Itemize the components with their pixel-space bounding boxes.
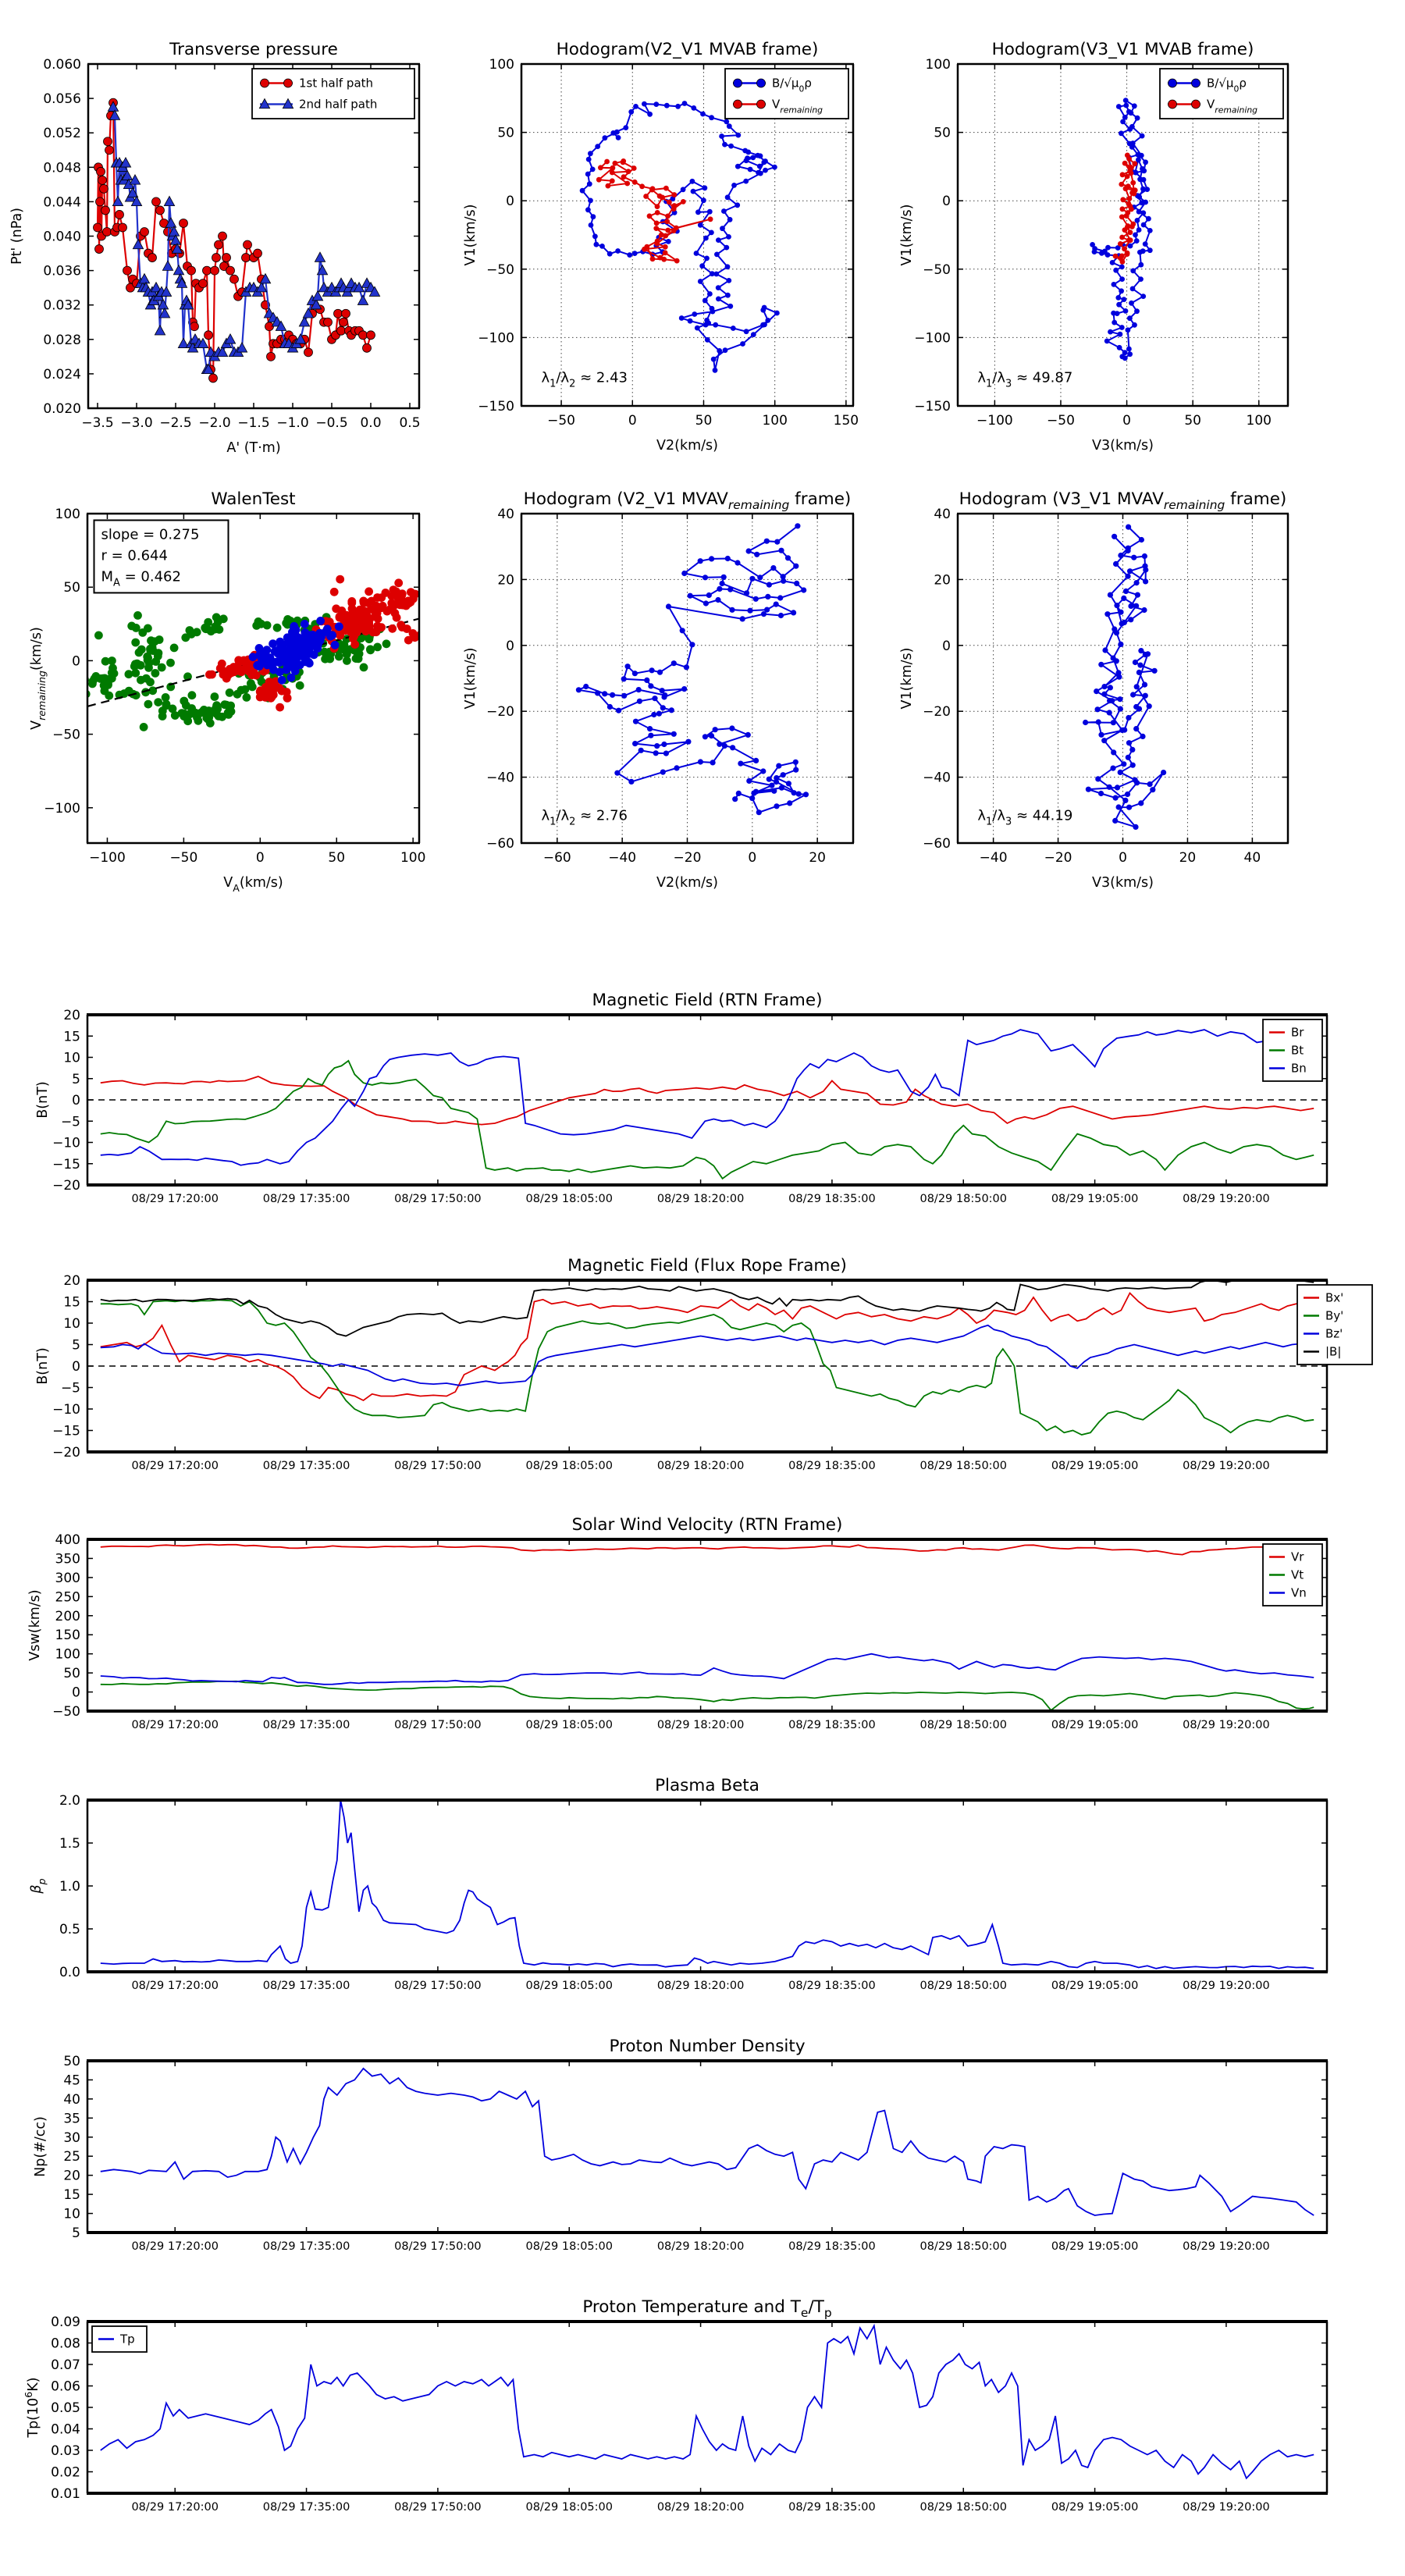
triangle-marker: [173, 265, 183, 275]
svg-text:0.024: 0.024: [43, 366, 81, 382]
svg-text:0.05: 0.05: [51, 2400, 80, 2416]
series-layer: [101, 1280, 1314, 1435]
panel-vsw-rtn: [27, 1515, 1328, 1731]
panel-b-fluxrope: [35, 1256, 1372, 1472]
svg-text:Vremaining: $V_{remaining}$: [772, 97, 823, 116]
svg-text:100: 100: [55, 1646, 80, 1663]
svg-text:−60: −60: [542, 850, 571, 866]
series-Vn: [101, 1654, 1314, 1685]
panel-title: Hodogram(V2_V1 MVAB frame): [556, 40, 819, 59]
svg-text:0.01: 0.01: [51, 2486, 80, 2502]
panel-hodogram-v2v1-mvab: [463, 40, 859, 454]
svg-text:50: 50: [934, 125, 951, 141]
svg-text:08/29 18:50:00: 08/29 18:50:00: [919, 1980, 1008, 1992]
svg-text:45: 45: [63, 2073, 80, 2089]
svg-text:08/29 17:50:00: 08/29 17:50:00: [394, 2501, 482, 2514]
svg-text:50: 50: [695, 413, 713, 429]
svg-text:Bx': Bx': [1325, 1290, 1344, 1305]
svg-text:08/29 18:50:00: 08/29 18:50:00: [919, 2501, 1008, 2514]
svg-text:08/29 18:05:00: 08/29 18:05:00: [525, 1719, 614, 1731]
svg-text:MA = 0.462: $M_A = 0.462$: [101, 568, 181, 589]
svg-text:08/29 17:50:00: 08/29 17:50:00: [394, 2240, 482, 2253]
svg-text:−100: −100: [914, 330, 951, 347]
svg-text:−100: −100: [44, 800, 80, 817]
svg-text:300: 300: [55, 1570, 80, 1586]
series-layer: [576, 523, 809, 815]
x-axis-label: A' (T·m): [226, 440, 281, 456]
svg-text:Br: Br: [1291, 1025, 1304, 1040]
legend: [252, 69, 414, 119]
svg-text:−100: −100: [976, 413, 1013, 429]
svg-text:−20: −20: [923, 704, 951, 720]
svg-text:0.040: 0.040: [43, 229, 81, 245]
x-axis-label: V2(km/s): [656, 438, 718, 454]
svg-text:0: 0: [506, 194, 514, 210]
series-Bn: [101, 1030, 1314, 1165]
svg-text:5: 5: [72, 1337, 80, 1354]
svg-text:0: 0: [628, 413, 637, 429]
series-layer: [101, 2069, 1314, 2215]
svg-text:50: 50: [497, 125, 514, 141]
svg-text:08/29 19:20:00: 08/29 19:20:00: [1183, 1193, 1270, 1205]
svg-text:1.0: 1.0: [59, 1879, 80, 1895]
svg-text:08/29 18:05:00: 08/29 18:05:00: [525, 1193, 614, 1205]
series-By': [101, 1300, 1314, 1435]
y-axis-label: Np(#/cc): [33, 2116, 48, 2177]
svg-text:350: 350: [55, 1551, 80, 1567]
svg-text:−20: −20: [486, 704, 514, 720]
svg-text:100: 100: [762, 413, 788, 429]
svg-text:08/29 17:50:00: 08/29 17:50:00: [394, 1193, 482, 1205]
svg-text:0.020: 0.020: [43, 401, 81, 417]
series-Tp: [101, 2326, 1314, 2478]
svg-text:08/29 17:35:00: 08/29 17:35:00: [262, 2240, 350, 2253]
svg-text:−50: −50: [52, 727, 80, 743]
svg-text:0.056: 0.056: [43, 91, 81, 108]
svg-text:40: 40: [497, 507, 514, 522]
series-beta: [101, 1800, 1314, 1969]
svg-text:−50: −50: [923, 262, 951, 278]
panel-hodogram-v2v1-mvav: [463, 489, 854, 891]
svg-text:0.5: 0.5: [59, 1922, 80, 1937]
svg-text:−5: −5: [60, 1380, 80, 1397]
svg-text:08/29 17:20:00: 08/29 17:20:00: [131, 1193, 219, 1205]
svg-text:−40: −40: [923, 770, 951, 786]
svg-text:100: 100: [925, 57, 951, 73]
svg-text:0: 0: [72, 1359, 80, 1375]
svg-text:08/29 19:05:00: 08/29 19:05:00: [1051, 1719, 1139, 1731]
svg-text:08/29 19:05:00: 08/29 19:05:00: [1051, 2501, 1139, 2514]
svg-text:08/29 17:20:00: 08/29 17:20:00: [131, 1719, 219, 1731]
svg-text:−0.5: −0.5: [315, 415, 348, 431]
y-axis-label: Vsw(km/s): [27, 1589, 43, 1661]
panel-title: WalenTest: [211, 489, 296, 509]
series-layer: [101, 1030, 1314, 1179]
svg-text:0: 0: [72, 1685, 80, 1701]
svg-text:08/29 18:20:00: 08/29 18:20:00: [656, 1719, 745, 1731]
svg-text:−10: −10: [52, 1402, 80, 1418]
svg-text:−40: −40: [979, 850, 1008, 866]
y-axis-label: $\beta_p$: [29, 1878, 48, 1894]
panel-title: Plasma Beta: [655, 1776, 759, 1795]
svg-text:Bz': Bz': [1325, 1326, 1343, 1341]
annotation: $\lambda_1/\lambda_3 \approx 44.19$: [977, 807, 1073, 828]
y-axis-label: V1(km/s): [899, 647, 915, 710]
series-V: [1086, 527, 1164, 827]
svg-text:−50: −50: [486, 262, 514, 278]
series-Vt: [101, 1681, 1314, 1710]
svg-text:10: 10: [63, 1050, 80, 1066]
svg-text:2nd half path: 2nd half path: [299, 97, 378, 112]
panel-walen-test: [29, 489, 425, 894]
svg-text:r = 0.644: r = 0.644: [101, 547, 168, 564]
panel-transverse-pressure: [9, 40, 421, 456]
svg-text:−20: −20: [52, 1178, 80, 1194]
triangle-marker: [299, 317, 309, 326]
panel-proton-temperature: [23, 2297, 1328, 2514]
svg-text:0.060: 0.060: [43, 57, 81, 73]
svg-text:B/√μ0ρ: $B/√\mu_0\rho$: [772, 76, 812, 94]
legend: [1297, 1285, 1372, 1364]
svg-text:400: 400: [55, 1532, 80, 1548]
svg-text:20: 20: [63, 2168, 80, 2184]
series-Bt: [101, 1061, 1314, 1179]
svg-text:08/29 19:20:00: 08/29 19:20:00: [1183, 1980, 1270, 1992]
svg-text:08/29 18:35:00: 08/29 18:35:00: [788, 1460, 876, 1472]
svg-text:20: 20: [809, 850, 826, 866]
panel-title: Solar Wind Velocity (RTN Frame): [571, 1515, 843, 1535]
svg-text:−1.5: −1.5: [237, 415, 270, 431]
svg-text:−20: −20: [1044, 850, 1072, 866]
svg-text:−15: −15: [52, 1156, 80, 1172]
svg-text:−50: −50: [52, 1704, 80, 1720]
svg-text:0.03: 0.03: [51, 2443, 80, 2459]
svg-text:0: 0: [72, 1093, 80, 1108]
svg-text:30: 30: [63, 2129, 80, 2146]
panel-title: Magnetic Field (Flux Rope Frame): [567, 1256, 847, 1276]
svg-text:5: 5: [72, 1071, 80, 1087]
svg-text:15: 15: [63, 1029, 80, 1045]
svg-text:0.048: 0.048: [43, 160, 81, 176]
svg-text:08/29 17:20:00: 08/29 17:20:00: [131, 2240, 219, 2253]
svg-text:−10: −10: [52, 1135, 80, 1151]
svg-text:08/29 18:05:00: 08/29 18:05:00: [525, 2501, 614, 2514]
svg-text:08/29 19:05:00: 08/29 19:05:00: [1051, 1460, 1139, 1472]
panel-title: Proton Number Density: [609, 2037, 806, 2056]
svg-text:−20: −20: [52, 1445, 80, 1461]
y-axis-label: B(nT): [35, 1081, 51, 1119]
svg-text:Vt: Vt: [1291, 1567, 1304, 1582]
svg-text:08/29 19:20:00: 08/29 19:20:00: [1183, 2501, 1270, 2514]
svg-text:0: 0: [1122, 413, 1131, 429]
svg-text:40: 40: [934, 507, 951, 522]
svg-text:08/29 18:05:00: 08/29 18:05:00: [525, 2240, 614, 2253]
series-layer: [1083, 525, 1166, 831]
svg-text:0: 0: [506, 638, 514, 654]
series-Bz': [101, 1325, 1314, 1386]
svg-text:150: 150: [833, 413, 859, 429]
svg-text:08/29 18:20:00: 08/29 18:20:00: [656, 2240, 745, 2253]
svg-text:20: 20: [934, 572, 951, 589]
panel-proton-density: [33, 2037, 1328, 2253]
y-axis-label: B(nT): [35, 1347, 51, 1385]
y-axis-label: $Tp(10^6K)$: [23, 2377, 41, 2438]
svg-text:50: 50: [328, 850, 346, 866]
svg-text:Bt: Bt: [1291, 1043, 1304, 1058]
svg-text:B/√μ0ρ: $B/√\mu_0\rho$: [1207, 76, 1247, 94]
svg-text:0.036: 0.036: [43, 263, 81, 279]
svg-text:0.032: 0.032: [43, 297, 81, 314]
svg-text:250: 250: [55, 1589, 80, 1606]
triangle-marker: [155, 326, 165, 335]
y-axis-label: V1(km/s): [463, 647, 478, 710]
x-axis-label: V3(km/s): [1092, 875, 1154, 891]
svg-text:08/29 18:35:00: 08/29 18:35:00: [788, 2240, 876, 2253]
svg-text:2.0: 2.0: [59, 1793, 80, 1809]
svg-text:15: 15: [63, 2187, 80, 2204]
triangle-marker: [312, 291, 322, 301]
series-layer: [94, 98, 380, 382]
x-axis-label: V3(km/s): [1092, 438, 1154, 454]
svg-text:25: 25: [63, 2149, 80, 2165]
svg-text:08/29 17:35:00: 08/29 17:35:00: [262, 1460, 350, 1472]
panel-title: Hodogram (V2_V1 $MVAV_{remaining}$ frame): [523, 489, 852, 512]
series-Br: [101, 1076, 1314, 1125]
panel-plasma-beta: [29, 1776, 1328, 1992]
svg-text:0.06: 0.06: [51, 2379, 80, 2395]
panel-title: Transverse pressure: [169, 40, 338, 59]
svg-text:08/29 18:50:00: 08/29 18:50:00: [919, 1193, 1008, 1205]
legend: [1263, 1019, 1322, 1081]
svg-text:08/29 18:35:00: 08/29 18:35:00: [788, 2501, 876, 2514]
svg-text:−2.5: −2.5: [159, 415, 192, 431]
svg-text:0: 0: [942, 194, 951, 210]
svg-text:08/29 18:50:00: 08/29 18:50:00: [919, 1719, 1008, 1731]
series-layer: [101, 1545, 1314, 1711]
legend: [725, 69, 848, 119]
svg-text:08/29 18:20:00: 08/29 18:20:00: [656, 2501, 745, 2514]
series-layer: [101, 1800, 1314, 1969]
triangle-marker: [315, 252, 325, 262]
svg-text:50: 50: [1184, 413, 1201, 429]
svg-text:08/29 17:35:00: 08/29 17:35:00: [262, 1980, 350, 1992]
svg-text:08/29 19:05:00: 08/29 19:05:00: [1051, 1980, 1139, 1992]
svg-text:−5: −5: [60, 1114, 80, 1130]
annotation: $\lambda_1/\lambda_3 \approx 49.87$: [977, 369, 1073, 390]
svg-text:08/29 17:50:00: 08/29 17:50:00: [394, 1980, 482, 1992]
panel-b-rtn: [35, 991, 1328, 1205]
y-axis-label: V1(km/s): [463, 204, 478, 266]
svg-text:Vremaining: $V_{remaining}$: [1207, 97, 1258, 116]
svg-text:−50: −50: [169, 850, 198, 866]
svg-text:−15: −15: [52, 1423, 80, 1439]
svg-text:By': By': [1325, 1308, 1344, 1323]
svg-text:0.08: 0.08: [51, 2336, 80, 2352]
svg-text:08/29 17:35:00: 08/29 17:35:00: [262, 1193, 350, 1205]
svg-text:15: 15: [63, 1294, 80, 1311]
svg-text:−3.5: −3.5: [81, 415, 114, 431]
svg-text:0.02: 0.02: [51, 2464, 80, 2481]
svg-text:0.052: 0.052: [43, 126, 81, 142]
triangle-marker: [133, 240, 143, 249]
series-Bx': [101, 1293, 1314, 1401]
svg-text:−2.0: −2.0: [198, 415, 231, 431]
svg-text:40: 40: [1243, 850, 1261, 866]
series-layer: [580, 101, 780, 373]
svg-text:20: 20: [497, 572, 514, 589]
triangle-marker: [164, 196, 174, 205]
panel-title: Magnetic Field (RTN Frame): [592, 991, 823, 1010]
svg-text:0.04: 0.04: [51, 2421, 80, 2438]
svg-text:100: 100: [1246, 413, 1272, 429]
svg-text:08/29 18:20:00: 08/29 18:20:00: [656, 1193, 745, 1205]
svg-text:100: 100: [489, 57, 514, 73]
svg-text:50: 50: [63, 1666, 80, 1682]
svg-text:−1.0: −1.0: [276, 415, 309, 431]
x-axis-label: $V_A(km/s)$: [223, 875, 283, 894]
y-axis-label: $V_{remaining}(km/s)$: [29, 627, 48, 730]
svg-text:0.0: 0.0: [59, 1965, 80, 1980]
svg-text:08/29 17:20:00: 08/29 17:20:00: [131, 1460, 219, 1472]
svg-text:08/29 18:35:00: 08/29 18:35:00: [788, 1980, 876, 1992]
panel-title: Hodogram (V3_V1 $MVAV_{remaining}$ frame): [959, 489, 1287, 512]
svg-text:0.028: 0.028: [43, 332, 81, 348]
svg-text:100: 100: [400, 850, 426, 866]
svg-text:−150: −150: [914, 399, 951, 415]
svg-text:Tp: Tp: [120, 2332, 135, 2347]
svg-text:1.5: 1.5: [59, 1836, 80, 1852]
svg-text:08/29 18:20:00: 08/29 18:20:00: [656, 1460, 745, 1472]
svg-text:08/29 17:20:00: 08/29 17:20:00: [131, 2501, 219, 2514]
svg-text:08/29 17:50:00: 08/29 17:50:00: [394, 1460, 482, 1472]
svg-text:35: 35: [63, 2111, 80, 2127]
svg-text:50: 50: [63, 580, 80, 596]
svg-text:5: 5: [72, 2226, 80, 2241]
svg-text:0: 0: [942, 638, 951, 654]
svg-text:1st half path: 1st half path: [299, 76, 374, 91]
svg-text:10: 10: [63, 2206, 80, 2222]
svg-text:08/29 18:50:00: 08/29 18:50:00: [919, 1460, 1008, 1472]
svg-text:08/29 19:20:00: 08/29 19:20:00: [1183, 2240, 1270, 2253]
svg-text:Bn: Bn: [1291, 1061, 1307, 1076]
svg-text:0: 0: [255, 850, 265, 866]
y-axis-label: Pt' (nPa): [9, 207, 25, 265]
legend: [1263, 1544, 1322, 1606]
triangle-marker: [357, 295, 368, 304]
svg-text:−50: −50: [1047, 413, 1075, 429]
series-layer: [101, 2326, 1314, 2478]
annotation: $\lambda_1/\lambda_2 \approx 2.43$: [541, 369, 628, 390]
svg-text:−100: −100: [478, 330, 514, 347]
svg-text:Vn: Vn: [1291, 1585, 1307, 1600]
svg-text:0.044: 0.044: [43, 194, 81, 211]
legend: [92, 2326, 147, 2352]
svg-text:08/29 17:50:00: 08/29 17:50:00: [394, 1719, 482, 1731]
svg-text:0.09: 0.09: [51, 2314, 80, 2330]
svg-text:0.0: 0.0: [360, 415, 382, 431]
svg-text:−40: −40: [608, 850, 637, 866]
svg-text:08/29 19:20:00: 08/29 19:20:00: [1183, 1460, 1270, 1472]
svg-text:0.5: 0.5: [399, 415, 421, 431]
series-|B|: [101, 1280, 1314, 1336]
svg-text:−100: −100: [89, 850, 126, 866]
svg-text:08/29 18:20:00: 08/29 18:20:00: [656, 1980, 745, 1992]
svg-text:Vr: Vr: [1291, 1550, 1304, 1564]
svg-text:40: 40: [63, 2091, 80, 2108]
svg-text:50: 50: [63, 2054, 80, 2069]
panel-hodogram-v3v1-mvab: [899, 40, 1289, 454]
y-axis-label: V1(km/s): [899, 204, 915, 266]
x-axis-label: V2(km/s): [656, 875, 718, 891]
svg-text:08/29 19:05:00: 08/29 19:05:00: [1051, 1193, 1139, 1205]
svg-text:200: 200: [55, 1608, 80, 1624]
svg-text:08/29 19:20:00: 08/29 19:20:00: [1183, 1719, 1270, 1731]
svg-text:−60: −60: [923, 836, 951, 852]
triangle-marker: [162, 261, 173, 270]
svg-text:08/29 18:05:00: 08/29 18:05:00: [525, 1980, 614, 1992]
panel-hodogram-v3v1-mvav: [899, 489, 1289, 891]
svg-text:10: 10: [63, 1316, 80, 1332]
svg-text:slope = 0.275: slope = 0.275: [101, 526, 200, 543]
svg-text:08/29 18:05:00: 08/29 18:05:00: [525, 1460, 614, 1472]
svg-text:0: 0: [1119, 850, 1127, 866]
svg-text:20: 20: [63, 1273, 80, 1289]
svg-text:08/29 18:35:00: 08/29 18:35:00: [788, 1193, 876, 1205]
svg-text:−3.0: −3.0: [120, 415, 153, 431]
series-layer: [1090, 98, 1153, 361]
series-layer: [76, 575, 425, 731]
series-Np: [101, 2069, 1314, 2215]
svg-text:0: 0: [748, 850, 757, 866]
svg-text:−40: −40: [486, 770, 514, 786]
panel-title: Hodogram(V3_V1 MVAB frame): [991, 40, 1254, 59]
series-Vr: [101, 1545, 1314, 1555]
svg-text:08/29 17:20:00: 08/29 17:20:00: [131, 1980, 219, 1992]
svg-text:150: 150: [55, 1628, 80, 1644]
svg-text:−60: −60: [486, 836, 514, 852]
svg-text:08/29 17:35:00: 08/29 17:35:00: [262, 1719, 350, 1731]
svg-text:08/29 19:05:00: 08/29 19:05:00: [1051, 2240, 1139, 2253]
svg-text:20: 20: [1179, 850, 1197, 866]
svg-text:08/29 17:35:00: 08/29 17:35:00: [262, 2501, 350, 2514]
svg-text:0: 0: [72, 653, 80, 670]
svg-text:100: 100: [55, 507, 80, 522]
svg-text:|B|: |B|: [1325, 1344, 1342, 1359]
svg-text:08/29 18:50:00: 08/29 18:50:00: [919, 2240, 1008, 2253]
svg-text:−150: −150: [478, 399, 514, 415]
legend: [1160, 69, 1283, 119]
svg-text:−50: −50: [547, 413, 576, 429]
annotation: $\lambda_1/\lambda_2 \approx 2.76$: [541, 807, 628, 828]
svg-text:−20: −20: [673, 850, 702, 866]
svg-text:08/29 18:35:00: 08/29 18:35:00: [788, 1719, 876, 1731]
panel-title: Proton Temperature and $T_e/T_p$: [582, 2297, 832, 2320]
svg-text:20: 20: [63, 1008, 80, 1023]
svg-text:0.07: 0.07: [51, 2357, 80, 2373]
